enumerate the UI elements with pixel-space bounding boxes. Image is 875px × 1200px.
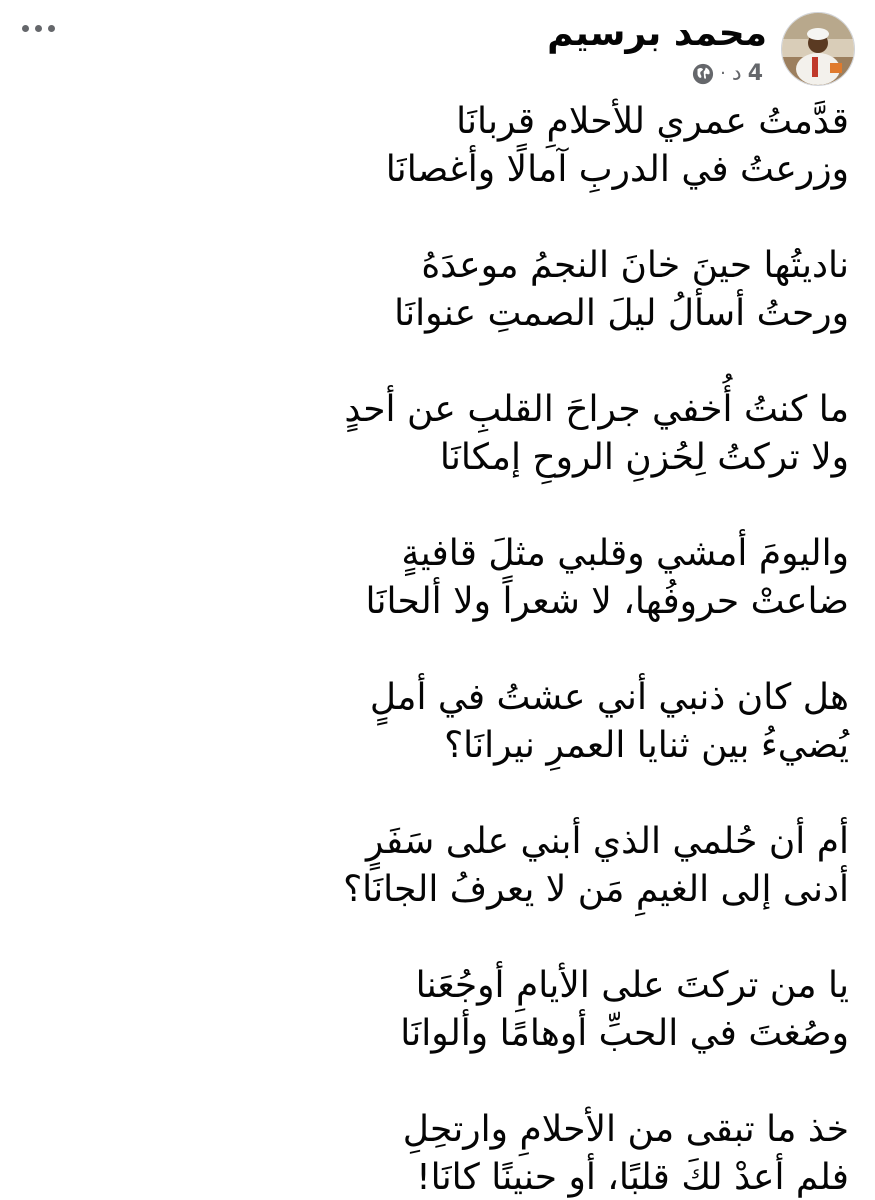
- poem-line: ناديتُها حينَ خانَ النجمُ موعدَهُ: [421, 245, 849, 286]
- poem-line: أدنى إلى الغيمِ مَن لا يعرفُ الجانَا؟: [343, 869, 849, 910]
- poem-line: وصُغتَ في الحبِّ أوهامًا وألوانَا: [400, 1013, 849, 1054]
- poem-stanza: [19, 530, 849, 626]
- more-options-icon[interactable]: [18, 16, 58, 40]
- poem-line: واليومَ أمشي وقلبي مثلَ قافيةٍ: [401, 533, 849, 574]
- post-header: [0, 0, 875, 100]
- poem-stanza: [19, 674, 849, 770]
- poem-line: ورحتُ أسألُ ليلَ الصمتِ عنوانَا: [394, 293, 849, 334]
- more-dot: [22, 25, 29, 32]
- poem-stanza: [19, 818, 849, 914]
- more-dot: [48, 25, 55, 32]
- poem-line: ولا تركتُ لِحُزنِ الروحِ إمكانَا: [439, 437, 849, 478]
- poem-line: وزرعتُ في الدربِ آمالًا وأغصانَا: [385, 149, 849, 190]
- post-meta: [692, 60, 763, 88]
- more-dot: [35, 25, 42, 32]
- poem-line: قدَّمتُ عمري للأحلامِ قربانَا: [456, 101, 849, 142]
- author-name[interactable]: محمد برسيم: [547, 13, 767, 54]
- poem-line: خذ ما تبقى من الأحلامِ وارتحِلِ: [402, 1109, 849, 1150]
- poem-line: ما كنتُ أُخفي جراحَ القلبِ عن أحدٍ: [344, 389, 849, 430]
- poem-line: فلم أعدْ لكَ قلبًا، أو حنينًا كانَا!: [416, 1157, 849, 1198]
- poem-line: هل كان ذنبي أني عشتُ في أملٍ: [369, 677, 849, 718]
- poem-line: يا من تركتَ على الأيامِ أوجُعَنا: [415, 965, 849, 1006]
- avatar-photo: [782, 13, 854, 85]
- poem-stanza: [19, 962, 849, 1058]
- poem-stanza: [19, 1106, 849, 1200]
- poem-line: أم أن حُلمي الذي أبني على سَفَرٍ: [366, 821, 849, 862]
- post-time-value[interactable]: 4: [747, 61, 763, 86]
- poem-stanza: [19, 386, 849, 482]
- poem-line: ضاعتْ حروفُها، لا شعراً ولا ألحانَا: [365, 581, 849, 622]
- poem-stanza: [19, 98, 849, 194]
- post-body-poem: [19, 98, 849, 1200]
- poem-line: يُضيءُ بين ثنايا العمرِ نيرانَا؟: [444, 725, 849, 766]
- avatar[interactable]: [781, 12, 855, 86]
- globe-icon[interactable]: [692, 63, 714, 85]
- post-time-unit: د: [731, 61, 742, 86]
- meta-separator: ·: [720, 63, 726, 84]
- poem-stanza: [19, 242, 849, 338]
